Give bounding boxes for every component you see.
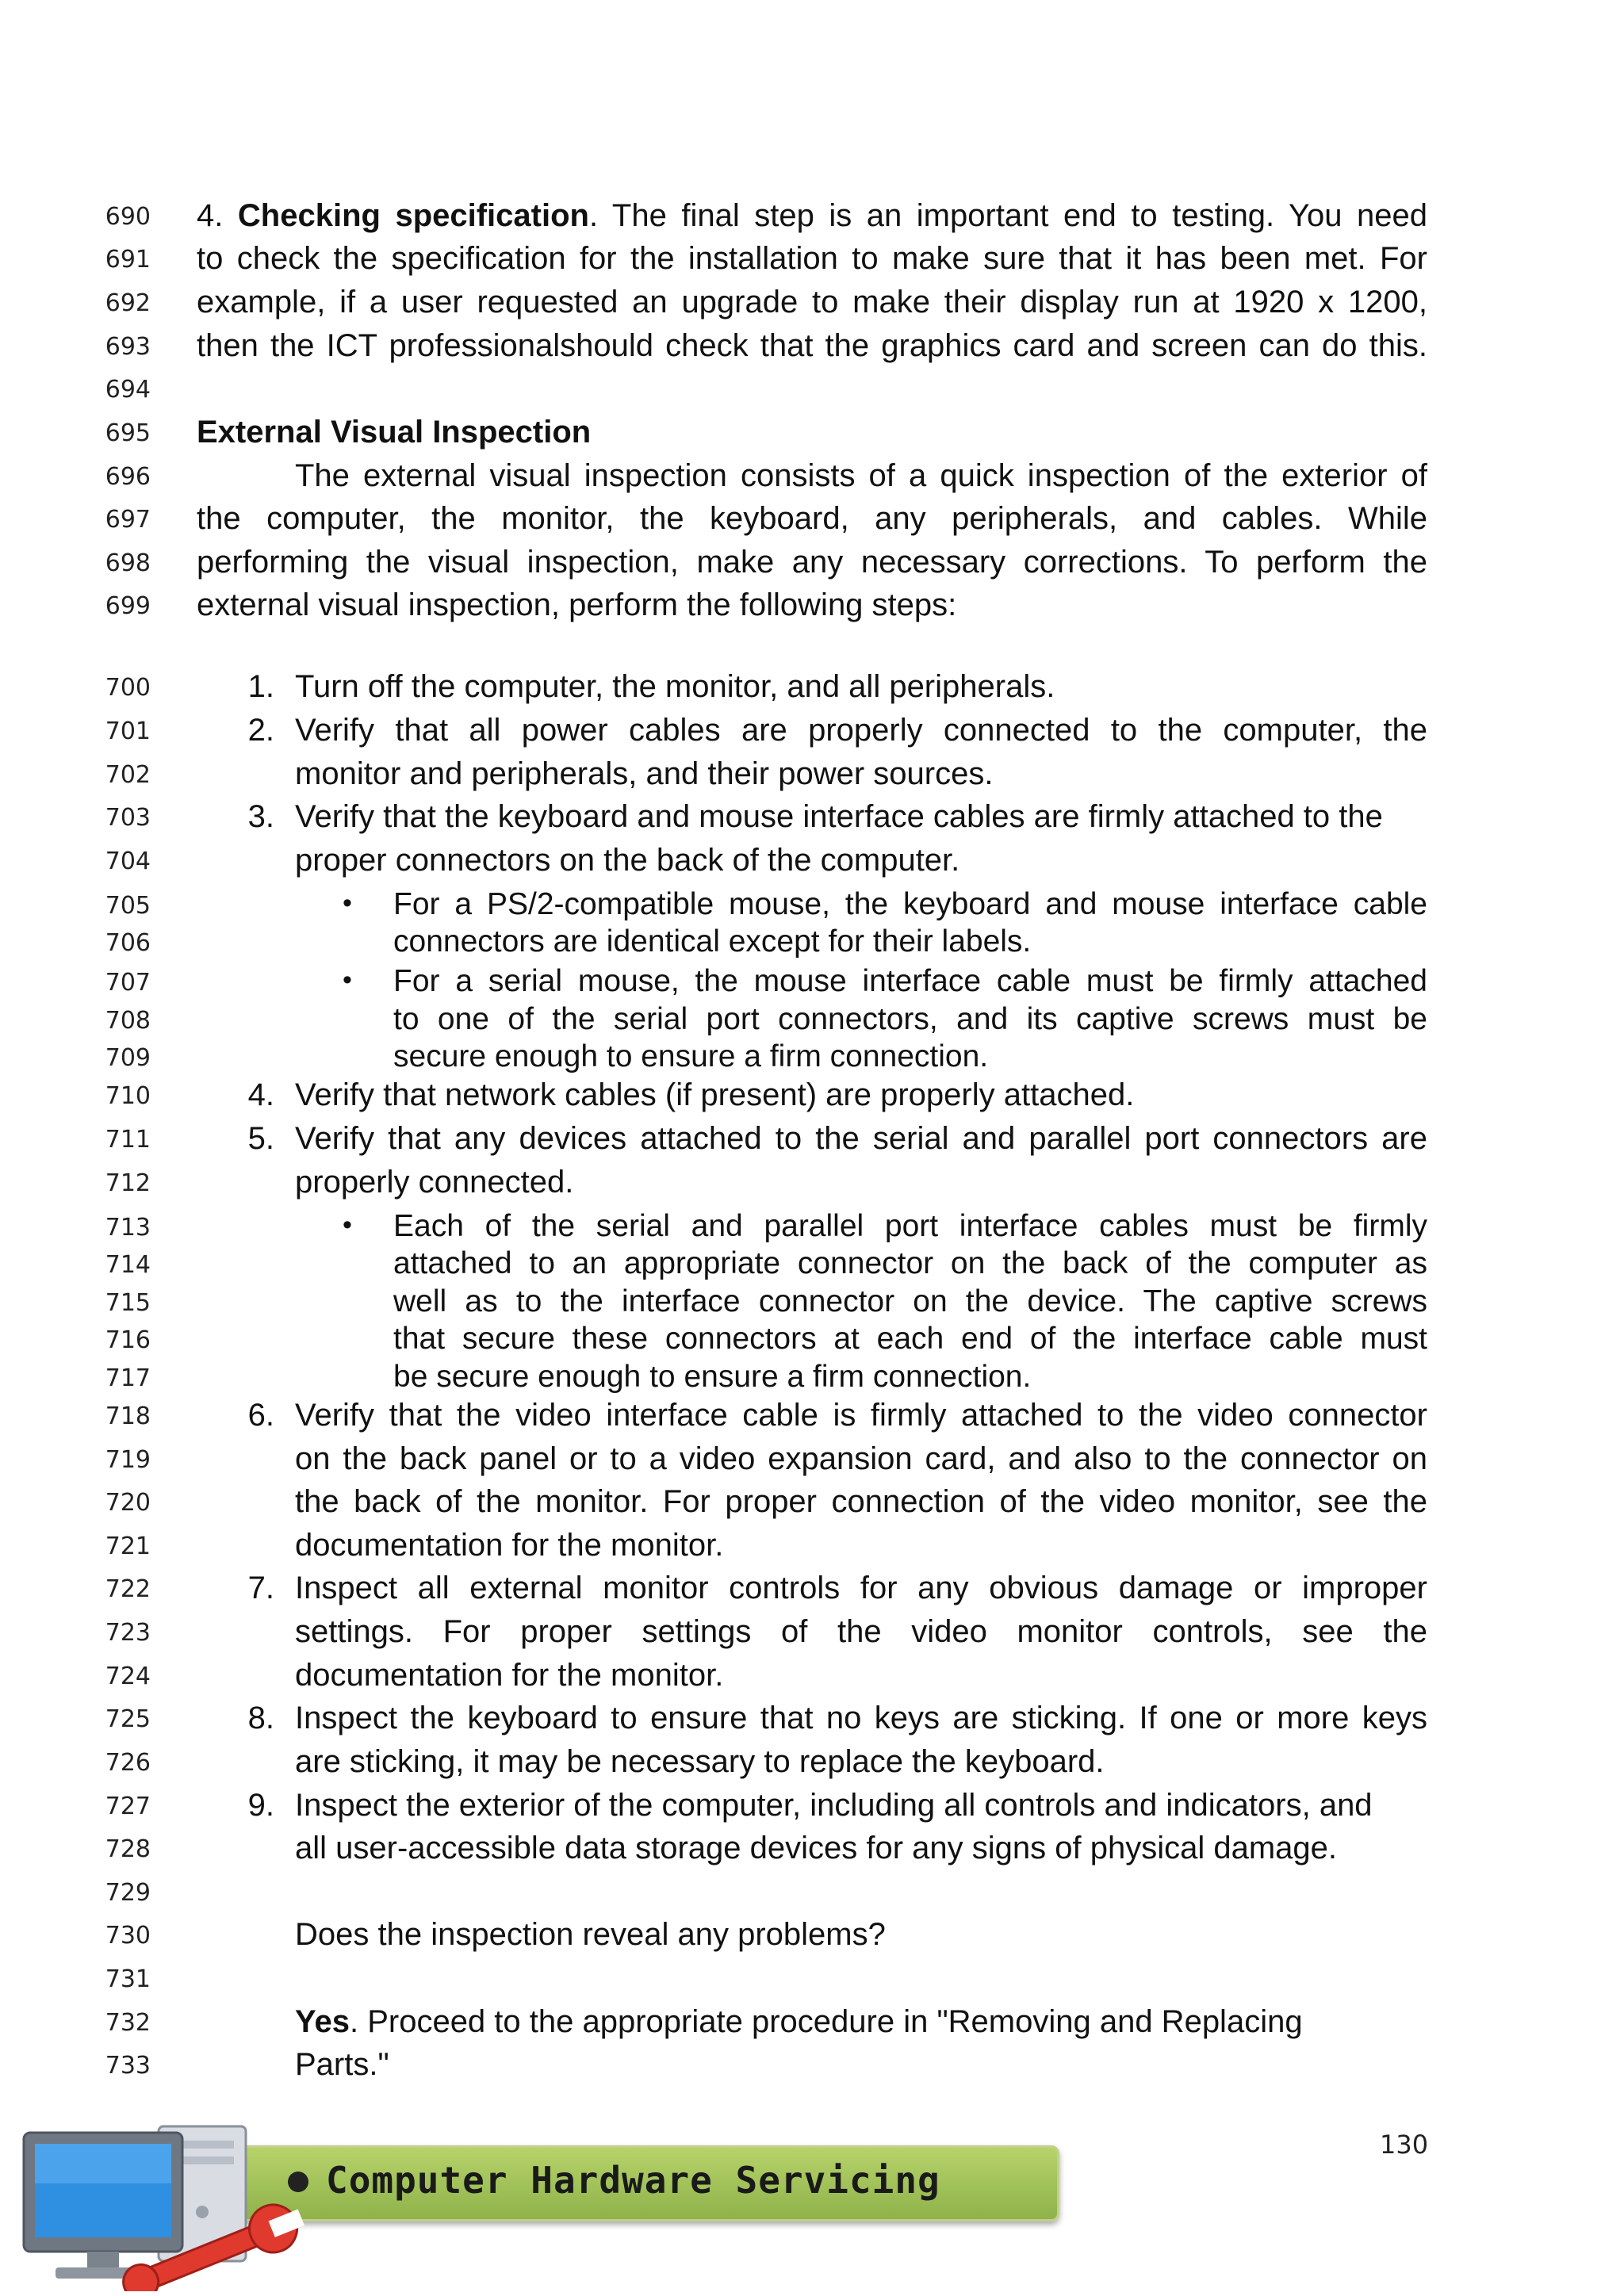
- bullet-line: secure enough to ensure a firm connection.: [393, 1039, 989, 1073]
- line-number: 723: [105, 1619, 151, 1647]
- step-number: 1.: [247, 669, 274, 704]
- bullet-icon: •: [343, 1210, 352, 1240]
- line-number: 726: [105, 1749, 151, 1777]
- line-number: 704: [105, 848, 151, 875]
- para-line: then the ICT professionalshould check that the graphics card and screen can do this.: [197, 328, 1427, 363]
- step-number: 9.: [247, 1788, 274, 1823]
- line-number: 730: [105, 1922, 151, 1950]
- line-number: 693: [105, 333, 151, 361]
- bullet-line: For a serial mouse, the mouse interface cable must be firmly attached: [393, 964, 1427, 998]
- bullet-icon: •: [343, 965, 352, 995]
- bullet-line: that secure these connectors at each end of the interface cable must: [393, 1322, 1427, 1356]
- intro-line: performing the visual inspection, make any necessary corrections. To perform the: [197, 545, 1427, 580]
- line-number: 715: [105, 1289, 151, 1317]
- line-number: 703: [105, 804, 151, 832]
- line-number: 709: [105, 1044, 151, 1072]
- line-number: 714: [105, 1251, 151, 1279]
- line-number: 711: [105, 1126, 151, 1154]
- step-line: Inspect the keyboard to ensure that no keys are sticking. If one or more keys: [295, 1701, 1427, 1735]
- intro-line: external visual inspection, perform the following steps:: [197, 587, 957, 622]
- para-bold-term: Checking specification: [237, 198, 589, 233]
- line-number: 698: [105, 549, 151, 577]
- line-number: 691: [105, 246, 151, 274]
- step-line: on the back panel or to a video expansion card, and also to the connector on: [295, 1441, 1427, 1476]
- bullet-line: attached to an appropriate connector on the back of the computer as: [393, 1246, 1427, 1280]
- bullet-line: For a PS/2-compatible mouse, the keyboard and mouse interface cable: [393, 887, 1427, 921]
- line-number: 707: [105, 969, 151, 997]
- line-number: 718: [105, 1402, 151, 1430]
- bullet-line: Each of the serial and parallel port interface cables must be firmly: [393, 1209, 1427, 1243]
- step-line: documentation for the monitor.: [295, 1528, 724, 1563]
- step-line: Turn off the computer, the monitor, and all peripherals.: [295, 669, 1055, 704]
- step-line: Verify that network cables (if present) are properly attached.: [295, 1077, 1135, 1112]
- step-line: the back of the monitor. For proper connection of the video monitor, see the: [295, 1484, 1427, 1519]
- intro-line: the computer, the monitor, the keyboard, any peripherals, and cables. While: [197, 501, 1427, 536]
- step-line: are sticking, it may be necessary to replace the keyboard.: [295, 1744, 1105, 1779]
- line-number: 710: [105, 1082, 151, 1110]
- line-number: 695: [105, 419, 151, 447]
- line-number: 716: [105, 1326, 151, 1354]
- step-number: 8.: [247, 1701, 274, 1735]
- line-number: 706: [105, 929, 151, 957]
- para-line: 4. Checking specification. The final step is an important end to testing. You need: [197, 198, 1427, 233]
- para-line: example, if a user requested an upgrade to make their display run at 1920 x 1200,: [197, 285, 1427, 320]
- bullet-line: to one of the serial port connectors, and its captive screws must be: [393, 1002, 1427, 1036]
- bullet-line: connectors are identical except for their labels.: [393, 924, 1032, 959]
- line-number: 724: [105, 1663, 151, 1690]
- line-number: 690: [105, 203, 151, 231]
- step-line: Verify that the keyboard and mouse interface cables are firmly attached to the: [295, 799, 1383, 834]
- step-line: documentation for the monitor.: [295, 1658, 724, 1693]
- line-number: 694: [105, 376, 151, 404]
- step-number: 4.: [247, 1077, 274, 1112]
- line-number: 732: [105, 2009, 151, 2037]
- step-line: Inspect the exterior of the computer, including all controls and indicators, and: [295, 1788, 1373, 1823]
- line-number: 719: [105, 1446, 151, 1474]
- step-line: proper connectors on the back of the computer.: [295, 843, 960, 878]
- step-line: settings. For proper settings of the video monitor controls, see the: [295, 1614, 1427, 1649]
- step-line: properly connected.: [295, 1165, 574, 1200]
- para-line: to check the specification for the installation to make sure that it has been met. For: [197, 241, 1427, 276]
- line-number: 733: [105, 2052, 151, 2080]
- bullet-line: be secure enough to ensure a firm connection.: [393, 1360, 1032, 1394]
- step-line: Verify that all power cables are properly connected to the computer, the: [295, 713, 1427, 748]
- line-number: 692: [105, 289, 151, 317]
- line-number: 720: [105, 1489, 151, 1517]
- line-number: 713: [105, 1214, 151, 1242]
- line-number: 717: [105, 1364, 151, 1392]
- yes-bold: Yes: [295, 2004, 350, 2039]
- step-number: 2.: [247, 713, 274, 748]
- line-number: 696: [105, 463, 151, 491]
- inspection-question: Does the inspection reveal any problems?: [295, 1917, 886, 1952]
- line-number: 712: [105, 1169, 151, 1197]
- step-line: Verify that the video interface cable is firmly attached to the video connector: [295, 1398, 1427, 1433]
- step-line: Verify that any devices attached to the serial and parallel port connectors are: [295, 1121, 1427, 1156]
- line-number: 725: [105, 1705, 151, 1733]
- intro-line: The external visual inspection consists of a quick inspection of the exterior of: [295, 458, 1427, 493]
- step-line: Inspect all external monitor controls for any obvious damage or improper: [295, 1571, 1427, 1605]
- line-number: 722: [105, 1575, 151, 1603]
- step-number: 7.: [247, 1571, 274, 1605]
- line-number: 729: [105, 1879, 151, 1907]
- footer-banner: [238, 2145, 1059, 2221]
- line-number: 705: [105, 892, 151, 920]
- step-number: 3.: [247, 799, 274, 834]
- line-number: 728: [105, 1835, 151, 1863]
- footer-title: Computer Hardware Servicing: [326, 2159, 940, 2202]
- bullet-line: well as to the interface connector on the device. The captive screws: [393, 1284, 1427, 1318]
- line-number: 721: [105, 1533, 151, 1560]
- line-number: 699: [105, 592, 151, 620]
- computer-wrench-icon: [8, 2117, 309, 2295]
- step-number: 5.: [247, 1121, 274, 1156]
- yes-line: Parts.": [295, 2047, 389, 2082]
- section-heading: External Visual Inspection: [197, 415, 592, 450]
- line-number: 697: [105, 506, 151, 534]
- page-number: 130: [1380, 2130, 1429, 2160]
- step-line: all user-accessible data storage devices for any signs of physical damage.: [295, 1831, 1338, 1866]
- step-number: 6.: [247, 1398, 274, 1433]
- bullet-icon: •: [343, 888, 352, 918]
- line-number: 727: [105, 1793, 151, 1820]
- step-line: monitor and peripherals, and their power sources.: [295, 756, 994, 791]
- line-number: 731: [105, 1965, 151, 1993]
- line-number: 701: [105, 718, 151, 745]
- yes-line: Yes. Proceed to the appropriate procedure in "Removing and Replacing: [295, 2004, 1303, 2039]
- line-number: 700: [105, 674, 151, 702]
- line-number: 702: [105, 761, 151, 789]
- line-number: 708: [105, 1007, 151, 1035]
